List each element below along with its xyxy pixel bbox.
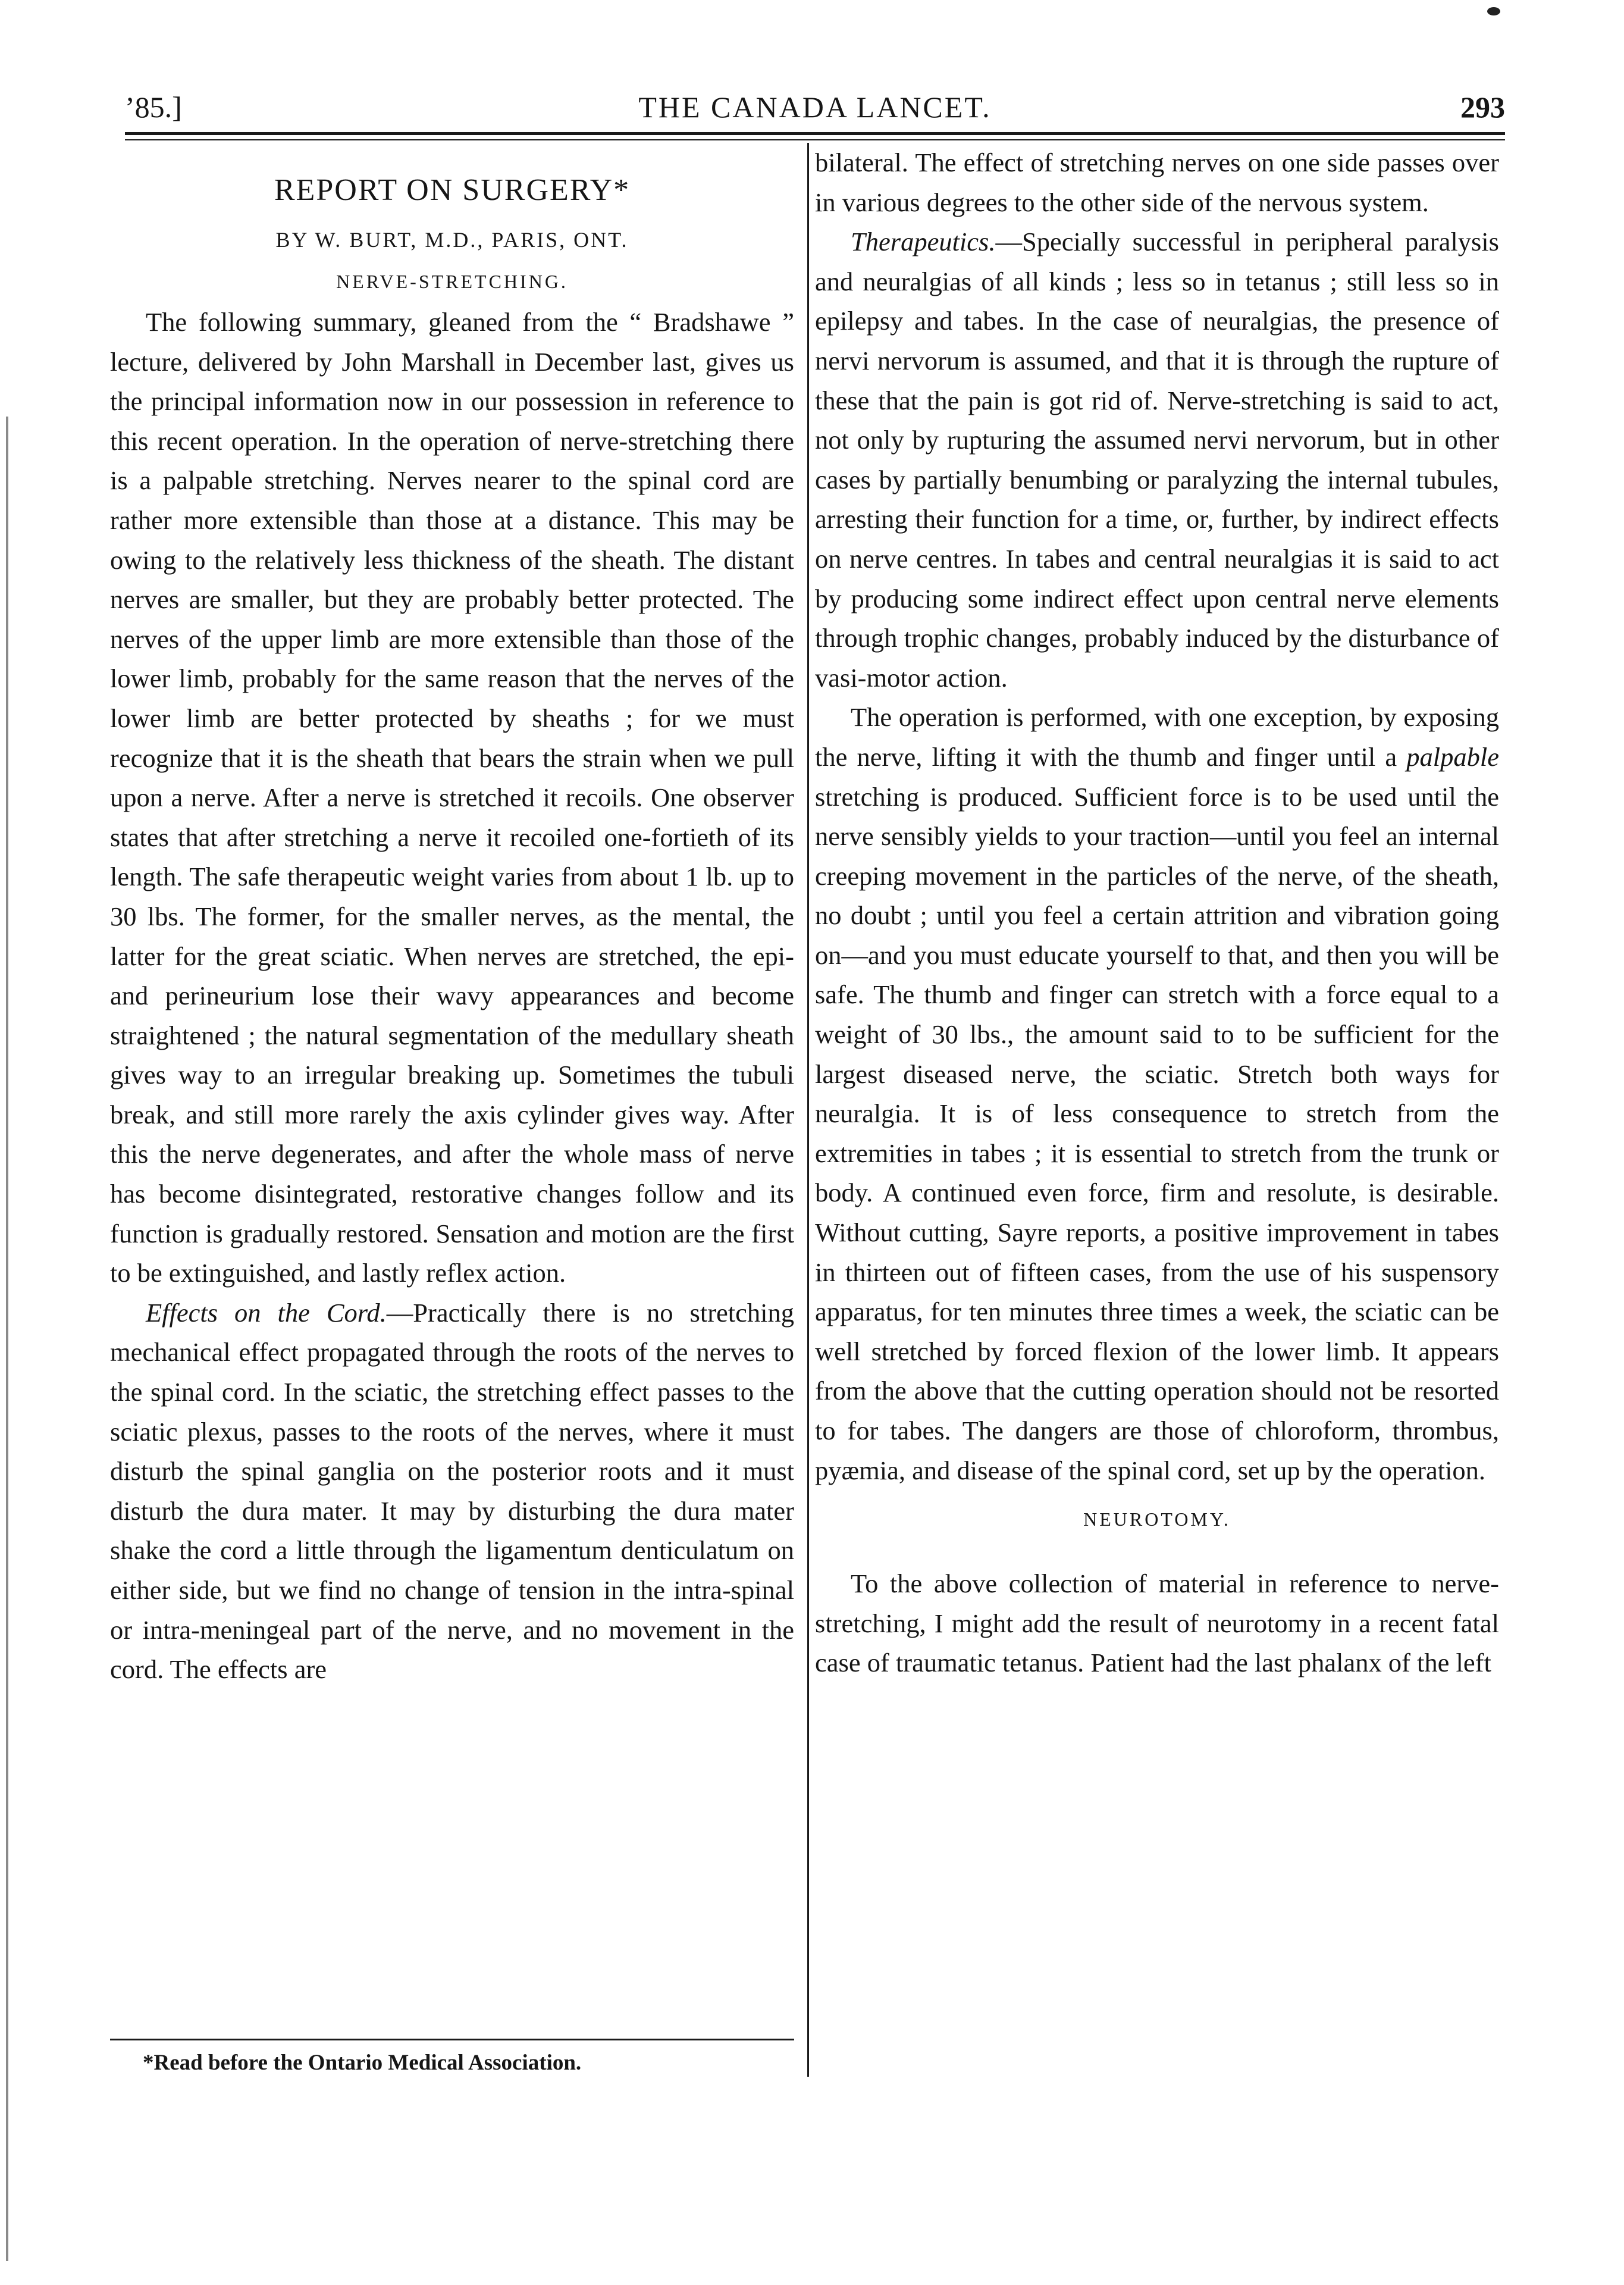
header-rule-thin: [125, 139, 1505, 140]
paragraph-operation-text-start: The operation is performed, with one exception, by exposing the nerve, lifting it with the thumb and finger until a: [815, 702, 1499, 772]
running-head-title: THE CANADA LANCET.: [638, 90, 992, 124]
header-rule-thick: [125, 132, 1505, 135]
paragraph-operation-text-end: stretching is produced. Sufficient force is to be used until the nerve sensibly yields to your traction—until you feel an internal creeping movement in the particles of the nerve, of the sheath, no doubt ; until you feel a certain attrition and vibration going on—and you must educate yourself to that, and then you will be safe. The thumb and finger can stretch with a force equal to a weight of 30 lbs., the amount said to to be sufficient for the largest diseased nerve, the sciatic. Stretch both ways for neuralgia. It is of less consequence to stretch from the extremities in tabes ; it is essential to stretch from the trunk or body. A continued even force, firm and resolute, is desirable. Without cutting, Sayre reports, a positive improvement in tabes in thirteen out of fifteen cases, from the use of his suspensory apparatus, for ten minutes three times a week, the sciatic can be well stretched by forced flexion of the lower limb. It appears from the above that the cutting operation should not be resorted to for tabes. The dangers are those of chloroform, thrombus, pyæmia, and disease of the spinal cord, set up by the operation.: [815, 781, 1499, 1485]
paragraph-therapeutics-text: —Specially successful in peripheral paralysis and neuralgias of all kinds ; less so in tetanus ; still less so in epilepsy and tabes. In the case of neuralgias, the presence of nervi nervorum is assumed, and that it is through the rupture of these that the pain is got rid of. Nerve-stretching is said to act, not only by rupturing the assumed nervi nervorum, but in other cases by partially benumbing or paralyzing the internal tubules, arresting their function for a time, or, further, by indirect effects on nerve centres. In tabes and central neuralgias it is said to act by producing some indirect effect upon central nerve elements through trophic changes, probably induced by the disturbance of vasi-motor action.: [815, 227, 1499, 693]
ink-mark: [1487, 7, 1500, 15]
running-head-volume: ’85.]: [125, 90, 182, 124]
page-number: 293: [1460, 90, 1505, 124]
paragraph-effects-text: —Practically there is no stretching mechanical effect propagated through the roots of the nerves to the spinal cord. In the sciatic, the stretching effect passes to the sciatic plexus, passes to the roots of the nerves, where it must disturb the spinal ganglia on the posterior roots and it must disturb the dura mater. It may by disturbing the dura mater shake the cord a little through the ligamentum denticulatum on either side, but we find no change of tension in the intra-spinal or intra-meningeal part of the nerve, and no movement in the cord. The effects are: [110, 1297, 794, 1685]
runin-heading-effects: Effects on the Cord.: [146, 1297, 387, 1328]
running-head: [125, 83, 1505, 131]
paragraph-effects-continued: bilateral. The effect of stretching nerves on one side passes over in various degrees to the other side of the nervous system.: [815, 148, 1499, 217]
left-column: [110, 143, 794, 1689]
article-title: REPORT ON SURGERY*: [274, 173, 631, 207]
footnote-rule: [110, 2039, 794, 2040]
article-byline: BY W. BURT, M.D., PARIS, ONT.: [275, 228, 629, 252]
paragraph-summary: The following summary, gleaned from the “ Bradshawe ” lecture, delivered by John Marshall in December last, gives us the principal information now in our possession in reference to this recent operation. In the operation of nerve-stretching there is a palpable stretching. Nerves nearer to the spinal cord are rather more extensible than those at a distance. This may be owing to the relatively less thickness of the sheath. The distant nerves are smaller, but they are probably better protected. The nerves of the upper limb are more extensible than those of the lower limb, probably for the same reason that the nerves of the lower limb are better protected by sheaths ; for we must recognize that it is the sheath that bears the strain when we pull upon a nerve. After a nerve is stretched it recoils. One observer states that after stretching a nerve it recoiled one-fortieth of its length. The safe therapeutic weight varies from about 1 lb. up to 30 lbs. The former, for the smaller nerves, as the mental, the latter for the great sciatic. When nerves are stretched, the epi- and perineurium lose their wavy appearances and become straightened ; the natural segmentation of the medullary sheath gives way to an irregular breaking up. Sometimes the tubuli break, and still more rarely the axis cylinder gives way. After this the nerve degenerates, and after the whole mass of nerve has become disintegrated, restorative changes follow and its function is gradually restored. Sensation and motion are the first to be extinguished, and lastly reflex action.: [110, 307, 794, 1288]
runin-heading-therapeutics: Therapeutics.: [851, 227, 996, 257]
column-divider: [807, 143, 809, 2077]
paragraph-neurotomy: To the above collection of material in reference to nerve-stretching, I might add the result of neurotomy in a recent fatal case of traumatic tetanus. Patient had the last phalanx of the left: [815, 1569, 1499, 1678]
paragraph-operation: [815, 697, 1499, 1490]
right-column: [815, 143, 1499, 1683]
paragraph-therapeutics: [815, 222, 1499, 697]
section-heading-neurotomy: NEUROTOMY.: [1083, 1508, 1231, 1530]
paragraph-effects-on-cord: [110, 1293, 794, 1689]
binding-edge-line: [6, 417, 8, 2261]
italic-palpable: palpable: [1406, 741, 1499, 772]
section-heading-nerve-stretching: NERVE-STRETCHING.: [336, 271, 568, 292]
footnote: *Read before the Ontario Medical Association.: [143, 2051, 582, 2075]
